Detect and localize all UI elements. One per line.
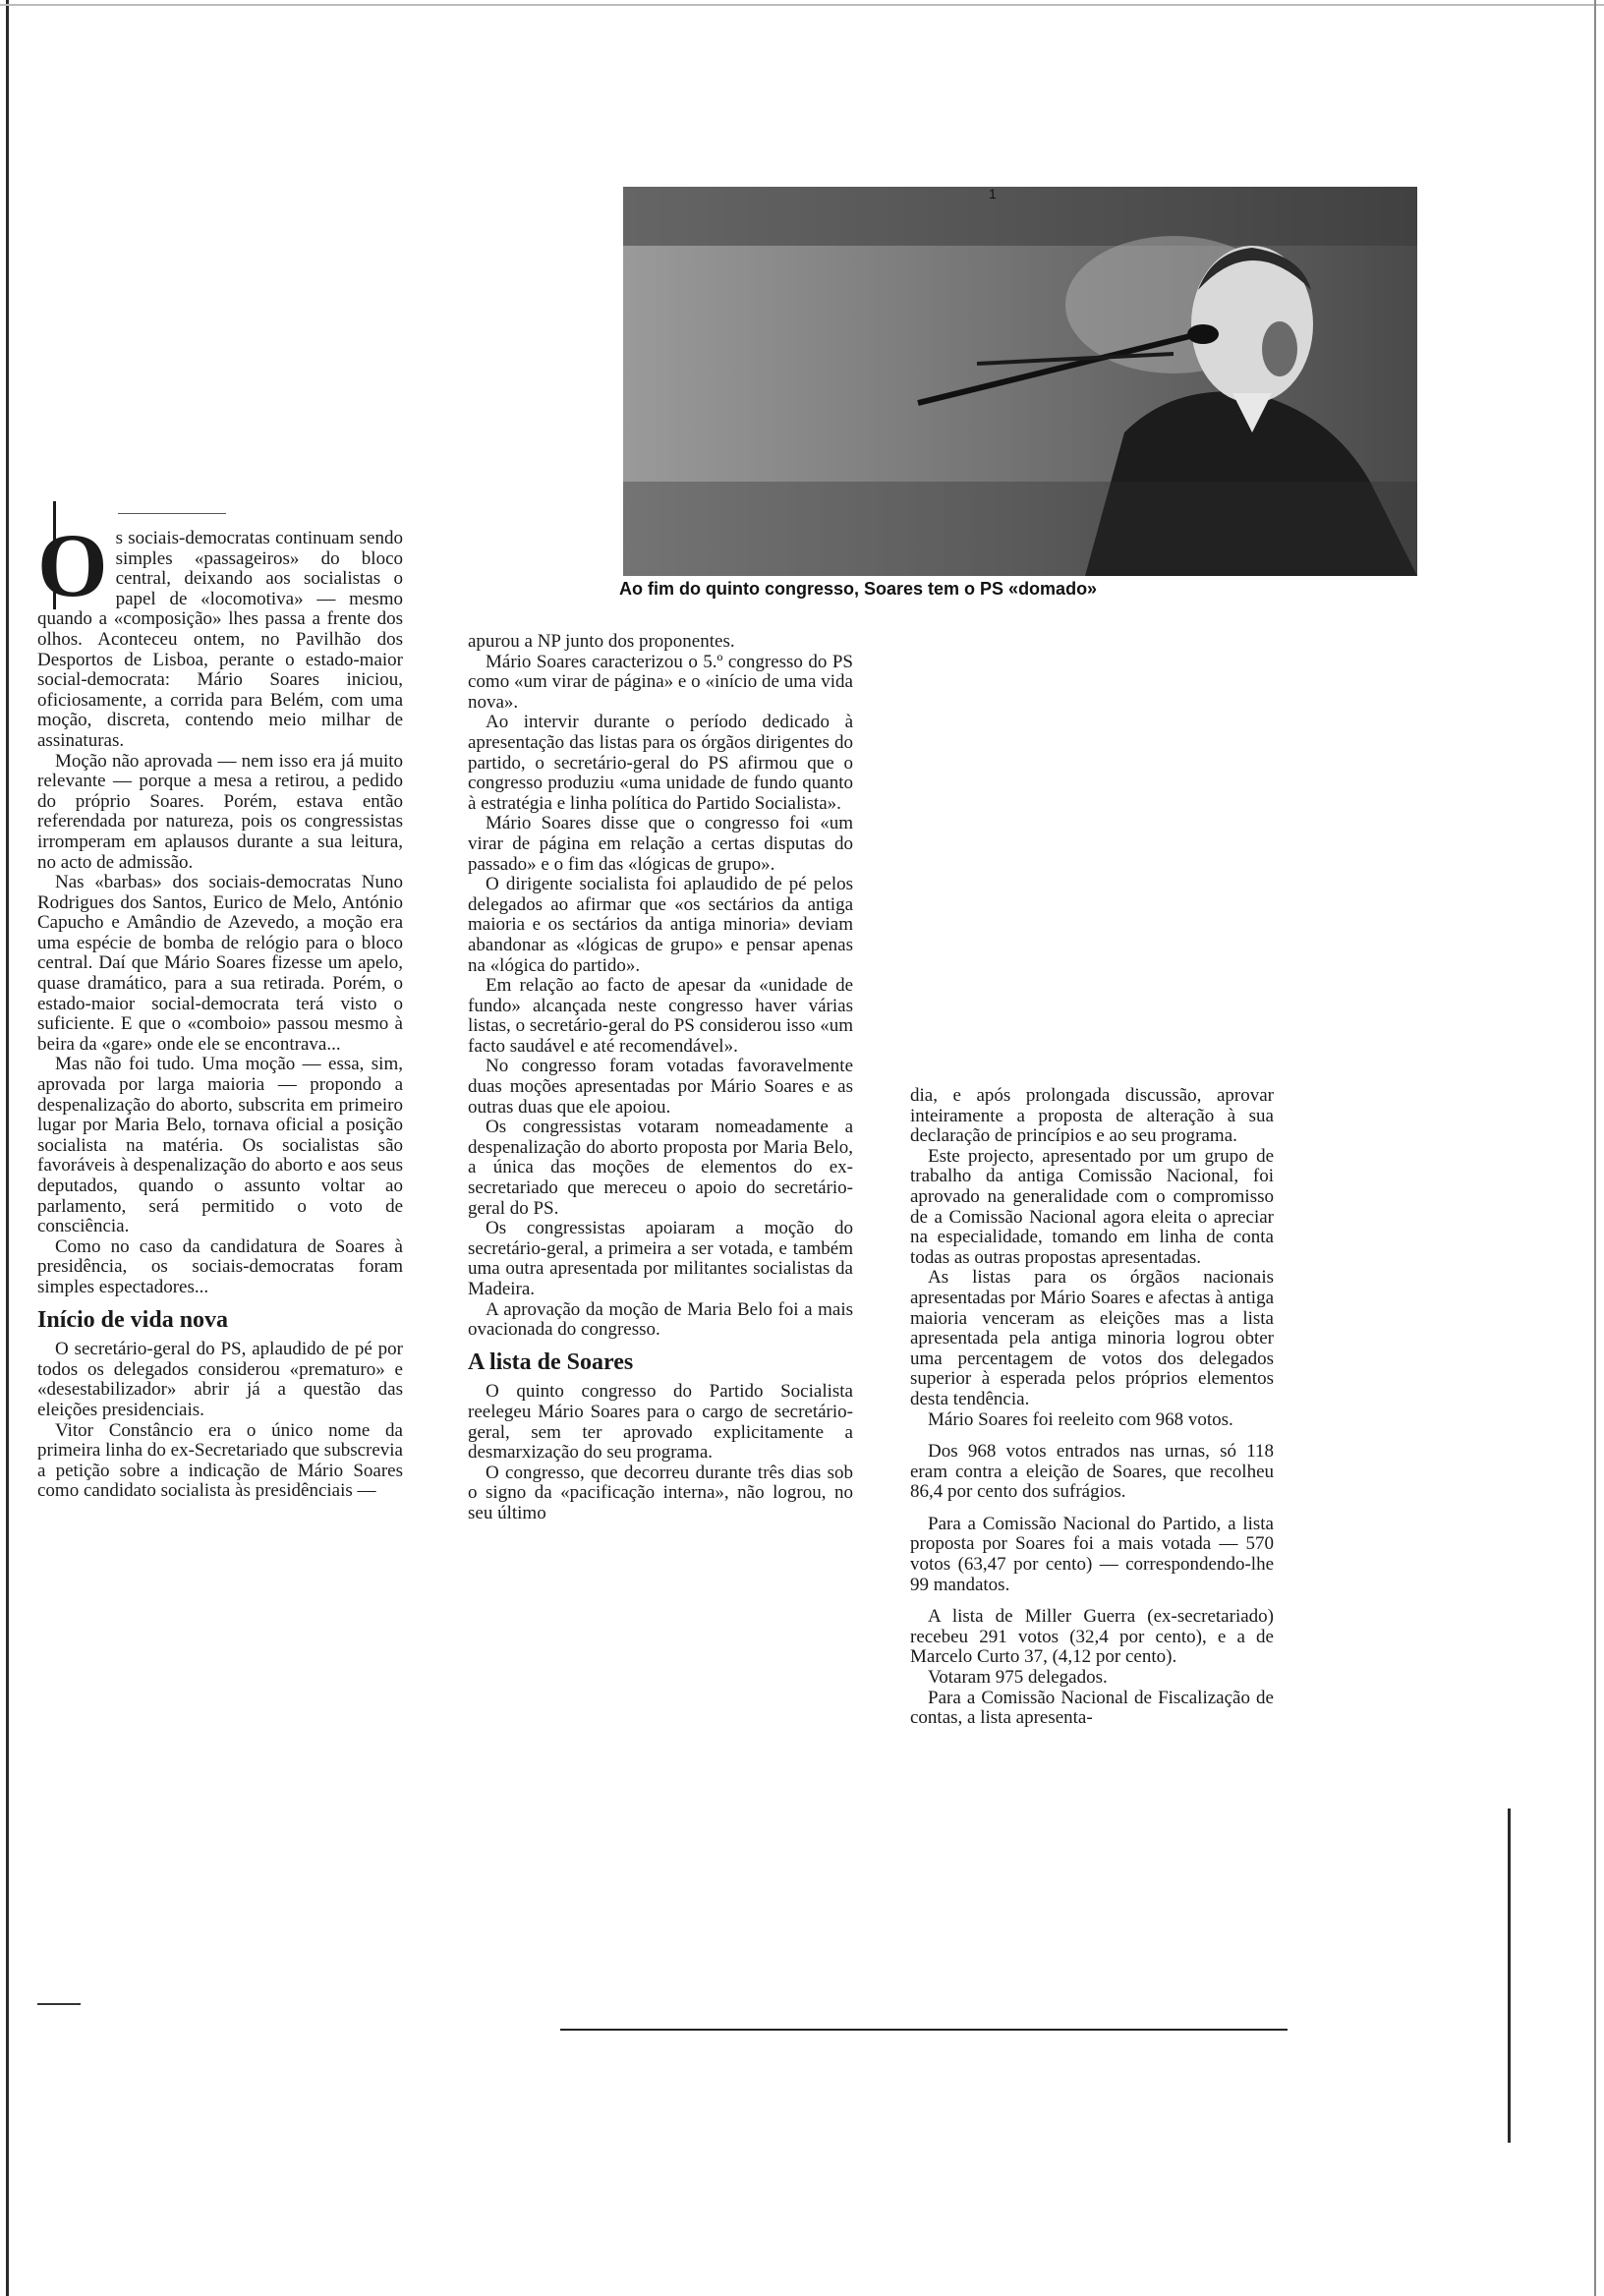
photo-caption: Ao fim do quinto congresso, Soares tem o PS «domado» xyxy=(619,579,1098,599)
photo-page-number: 1 xyxy=(989,187,997,201)
scan-edge-left xyxy=(6,0,9,2296)
column-rule xyxy=(118,513,226,514)
subheading: Início de vida nova xyxy=(37,1306,229,1333)
paragraph: Mário Soares caracterizou o 5.º congresso do PS como «um virar de página» e o «início de uma vida nova». xyxy=(468,651,853,713)
paragraph: As listas para os órgãos nacionais apresentadas por Mário Soares e afectas à antiga maioria venceram as eleições mas a lista apresentada pela antiga minoria logrou obter uma percentagem de votos dos delegados superior à esperada pelos próprios elementos desta tendência. xyxy=(910,1267,1274,1409)
article-column-3 xyxy=(910,1086,1274,1729)
paragraph: Dos 968 votos entrados nas urnas, só 118 eram contra a eleição de Soares, que recolheu 86,4 por cento dos sufrágios. xyxy=(910,1441,1274,1503)
paragraph: Mário Soares foi reeleito com 968 votos. xyxy=(928,1408,1233,1430)
drop-cap: O xyxy=(37,515,108,615)
lead-text: s sociais-democratas continuam sendo simples «passageiros» do bloco central, deixando aos socialistas o papel de «locomotiva» — mesmo quando a «composição» lhes passa a frente dos olhos. Aconteceu ontem, no Pavilhão dos Desportos de Lisboa, perante o estado-maior social-democrata: Mário Soares iniciou, oficiosamente, a corrida para Belém, com uma moção, discreta, contendo meio milhar de assinaturas. xyxy=(37,528,403,751)
paragraph: Este projecto, apresentado por um grupo de trabalho da antiga Comissão Nacional, foi aprovado na generalidade com o compromisso de a Comissão Nacional agora eleita o apreciar na especialidade, tomando em linha de conta todas as outras propostas apresentadas. xyxy=(910,1145,1274,1268)
paragraph: dia, e após prolongada discussão, aprovar inteiramente a proposta de alteração à sua declaração de princípios e ao seu programa. xyxy=(910,1085,1274,1147)
lead-paragraph xyxy=(37,515,403,752)
paragraph: O congresso, que decorreu durante três dias sob o signo da «pacificação interna», não logrou, no seu último xyxy=(468,1462,853,1523)
paragraph: O secretário-geral do PS, aplaudido de pé por todos os delegados considerou «prematuro» e «desestabilizador» abrir já a questão das eleições presidenciais. xyxy=(37,1339,403,1420)
paragraph: Moção não aprovada — nem isso era já muito relevante — porque a mesa a retirou, a pedido do próprio Soares. Porém, estava então referendada por natureza, pois os congressistas irromperam em aplausos durante a sua leitura, no acto de admissão. xyxy=(37,750,403,873)
paragraph: Para a Comissão Nacional de Fiscalização de contas, a lista apresenta- xyxy=(910,1687,1274,1729)
paragraph: Para a Comissão Nacional do Partido, a lista proposta por Soares foi a mais votada — 570 votos (63,47 por cento) — correspondendo-lhe 99 mandatos. xyxy=(910,1513,1274,1595)
paragraph: apurou a NP junto dos proponentes. xyxy=(468,631,735,652)
paragraph: Votaram 975 delegados. xyxy=(928,1667,1108,1689)
article-photo xyxy=(623,187,1417,576)
scan-edge-top xyxy=(0,4,1604,6)
paragraph: Os congressistas votaram nomeadamente a despenalização do aborto proposta por Maria Belo, a única das moções de elementos do ex-secretariado que mereceu o apoio do secretário-geral do PS. xyxy=(468,1117,853,1219)
paragraph: Em relação ao facto de apesar da «unidade de fundo» alcançada neste congresso haver várias listas, o secretário-geral do PS considerou isso «um facto saudável e até recomendável». xyxy=(468,975,853,1057)
article-column-1 xyxy=(37,515,403,1502)
paragraph: No congresso foram votadas favoravelmente duas moções apresentadas por Mário Soares e as outras duas que ele apoiou. xyxy=(468,1056,853,1118)
paragraph: Nas «barbas» dos sociais-democratas Nuno Rodrigues dos Santos, Eurico de Melo, António Capucho e Amândio de Azevedo, a moção era uma espécie de bomba de relógio para o bloco central. Daí que Mário Soares fizesse um apelo, quase dramático, para a sua retirada. Porém, o estado-maior social-democrata terá visto o suficiente. E que o «comboio» passou mesmo à beira da «gare» onde ele se encontrava... xyxy=(37,872,403,1055)
paragraph: A lista de Miller Guerra (ex-secretariado) recebeu 291 votos (32,4 por cento), e a de Marcelo Curto 37, (4,12 por cento). xyxy=(910,1606,1274,1668)
paragraph: O dirigente socialista foi aplaudido de pé pelos delegados ao afirmar que «os sectários da antiga maioria e os sectários da antiga minoria» deviam abandonar as «lógicas de grupo» e pensar apenas na «lógica do partido». xyxy=(468,874,853,976)
paragraph: Mário Soares disse que o congresso foi «um virar de página em relação a certas disputas do passado» e o fim das «lógicas de grupo». xyxy=(468,813,853,875)
article-bottom-rule xyxy=(560,2029,1288,2031)
paragraph: Mas não foi tudo. Uma moção — essa, sim, aprovada por larga maioria — propondo a despenalização do aborto, subscrita em primeiro lugar por Maria Belo, tornava oficial a posição socialista na matéria. Os socialistas são favoráveis à despenalização do aborto e aos seus deputados, quando o assunto voltar ao parlamento, será permitido o voto de consciência. xyxy=(37,1054,403,1237)
article-column-2 xyxy=(468,632,853,1524)
paragraph: O quinto congresso do Partido Socialista reelegeu Mário Soares para o cargo de secretário-geral, sem ter aprovado explicitamente a desmarxização do seu programa. xyxy=(468,1381,853,1464)
subheading: A lista de Soares xyxy=(468,1349,634,1375)
paragraph: Como no caso da candidatura de Soares à presidência, os sociais-democratas foram simples espectadores... xyxy=(37,1235,403,1297)
column-end-rule xyxy=(37,2003,81,2005)
paragraph: Vitor Constâncio era o único nome da primeira linha do ex-Secretariado que subscrevia a petição sobre a indicação de Mário Soares como candidato socialista às presidênciais — xyxy=(37,1419,403,1502)
scan-edge-right xyxy=(1594,0,1596,2296)
paragraph: A aprovação da moção de Maria Belo foi a mais ovacionada do congresso. xyxy=(468,1298,853,1341)
paragraph: Ao intervir durante o período dedicado à apresentação das listas para os órgãos dirigentes do partido, o secretário-geral do PS afirmou que o congresso produziu «uma unidade de fundo quanto à estratégia e linha política do Partido Socialista». xyxy=(468,712,853,814)
paragraph: Os congressistas apoiaram a moção do secretário-geral, a primeira a ser votada, e também uma outra apresentada por militantes socialistas da Madeira. xyxy=(468,1218,853,1299)
page-edge-rule xyxy=(1508,1808,1511,2143)
photo-soares-at-microphone xyxy=(623,187,1417,576)
